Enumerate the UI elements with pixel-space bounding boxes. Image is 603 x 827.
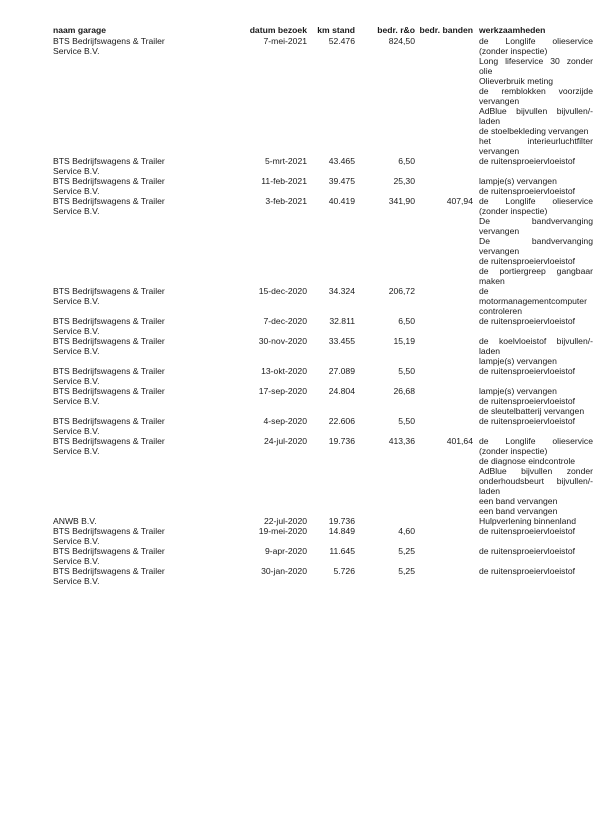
werk-line: een band vervangen	[479, 506, 558, 516]
cell-werkzaamheden	[473, 436, 593, 516]
cell-km: 34.324	[328, 286, 355, 296]
werk-line: Olieverbruik meting	[479, 76, 554, 86]
cell-datum: 11-feb-2021	[261, 176, 307, 186]
cell-ro: 824,50	[388, 36, 415, 46]
werk-line: De bandvervanging vervangen	[479, 236, 593, 256]
werk-line: de stoelbekleding vervangen	[479, 126, 589, 136]
cell-ro: 25,30	[393, 176, 415, 186]
cell-banden	[415, 366, 473, 386]
cell-datum: 15-dec-2020	[258, 286, 307, 296]
cell-km: 27.089	[328, 366, 355, 376]
cell-garage: BTS Bedrijfswagens & Trailer Service B.V.	[53, 546, 165, 566]
cell-ro: 413,36	[388, 436, 415, 446]
cell-werkzaamheden	[473, 566, 593, 586]
cell-werkzaamheden	[473, 366, 593, 386]
werk-line: Long lifeservice 30 zonder olie	[479, 56, 593, 76]
werk-line: de ruitensproeiervloeistof	[479, 526, 576, 536]
werk-line: De bandvervanging vervangen	[479, 216, 593, 236]
table-row	[53, 316, 593, 336]
cell-km: 40.419	[328, 196, 355, 206]
werk-line: de Longlife olieservice (zonder inspectie)	[479, 36, 593, 56]
table-header-row	[53, 25, 593, 36]
cell-ro: 15,19	[393, 336, 415, 346]
cell-ro: 6,50	[398, 156, 415, 166]
werk-line: de diagnose eindcontrole	[479, 456, 576, 466]
cell-banden	[415, 546, 473, 566]
werk-line: lampje(s) vervangen	[479, 386, 557, 396]
cell-garage: BTS Bedrijfswagens & Trailer Service B.V.	[53, 176, 165, 196]
cell-banden	[415, 516, 473, 526]
cell-werkzaamheden	[473, 286, 593, 316]
cell-datum: 9-apr-2020	[264, 546, 307, 556]
cell-datum: 4-sep-2020	[263, 416, 307, 426]
table-row	[53, 36, 593, 156]
cell-banden: 407,94	[446, 196, 473, 206]
table-row	[53, 156, 593, 176]
cell-ro: 5,50	[398, 416, 415, 426]
werk-line: de ruitensproeiervloeistof	[479, 416, 576, 426]
table-row	[53, 436, 593, 516]
cell-werkzaamheden	[473, 316, 593, 336]
cell-ro: 5,50	[398, 366, 415, 376]
cell-ro: 26,68	[393, 386, 415, 396]
header-ro: bedr. r&o	[377, 25, 415, 35]
cell-garage: BTS Bedrijfswagens & Trailer Service B.V.	[53, 526, 165, 546]
werk-line: de sleutelbatterij vervangen	[479, 406, 585, 416]
cell-ro: 5,25	[398, 566, 415, 576]
cell-km: 5.726	[333, 566, 355, 576]
table-row	[53, 366, 593, 386]
werk-line: lampje(s) vervangen	[479, 176, 557, 186]
service-history-page	[53, 25, 593, 586]
cell-werkzaamheden	[473, 156, 593, 176]
werk-line: de koelvloeistof bijvullen/-laden	[479, 336, 593, 356]
table-row	[53, 336, 593, 366]
werk-line: een band vervangen	[479, 496, 558, 506]
cell-werkzaamheden	[473, 526, 593, 546]
cell-werkzaamheden	[473, 36, 593, 156]
cell-ro	[355, 516, 415, 526]
header-garage: naam garage	[53, 25, 107, 35]
cell-km: 43.465	[328, 156, 355, 166]
werk-line: het interieurluchtfilter vervangen	[479, 136, 593, 156]
table-body	[53, 36, 593, 586]
cell-banden	[415, 416, 473, 436]
werk-line: de ruitensproeiervloeistof	[479, 546, 576, 556]
cell-banden	[415, 566, 473, 586]
cell-banden	[415, 336, 473, 366]
cell-km: 24.804	[328, 386, 355, 396]
cell-werkzaamheden	[473, 386, 593, 416]
werk-line: de ruitensproeiervloeistof	[479, 256, 576, 266]
table-row	[53, 566, 593, 586]
werk-line: AdBlue bijvullen zonder onderhoudsbeurt bijvullen/-laden	[479, 466, 593, 496]
cell-banden	[415, 286, 473, 316]
cell-garage: BTS Bedrijfswagens & Trailer Service B.V.	[53, 566, 165, 586]
cell-km: 52.476	[328, 36, 355, 46]
table-row	[53, 286, 593, 316]
cell-garage: ANWB B.V.	[53, 516, 97, 526]
cell-ro: 4,60	[398, 526, 415, 536]
cell-datum: 5-mrt-2021	[264, 156, 307, 166]
werk-line: lampje(s) vervangen	[479, 356, 557, 366]
header-km: km stand	[317, 25, 355, 35]
cell-km: 32.811	[329, 316, 355, 326]
header-banden: bedr. banden	[419, 25, 473, 35]
table-row	[53, 196, 593, 286]
table-row	[53, 386, 593, 416]
werk-line: de ruitensproeiervloeistof	[479, 396, 576, 406]
cell-ro: 5,25	[398, 546, 415, 556]
cell-banden: 401,64	[446, 436, 473, 446]
header-werk: werkzaamheden	[479, 25, 546, 35]
cell-km: 39.475	[328, 176, 355, 186]
cell-garage: BTS Bedrijfswagens & Trailer Service B.V.	[53, 336, 165, 356]
werk-line: AdBlue bijvullen bijvullen/-laden	[479, 106, 593, 126]
werk-line: de ruitensproeiervloeistof	[479, 186, 576, 196]
cell-banden	[415, 36, 473, 156]
cell-datum: 30-jan-2020	[261, 566, 307, 576]
werk-line: de motormanagementcomputer controleren	[479, 286, 587, 316]
cell-km: 11.645	[329, 546, 355, 556]
cell-datum: 3-feb-2021	[265, 196, 307, 206]
table-row	[53, 546, 593, 566]
cell-banden	[415, 156, 473, 176]
cell-ro: 6,50	[398, 316, 415, 326]
cell-werkzaamheden	[473, 176, 593, 196]
cell-werkzaamheden	[473, 546, 593, 566]
cell-garage: BTS Bedrijfswagens & Trailer Service B.V.	[53, 286, 165, 306]
werk-line: de ruitensproeiervloeistof	[479, 316, 576, 326]
werk-line: de ruitensproeiervloeistof	[479, 156, 576, 166]
cell-ro: 206,72	[388, 286, 415, 296]
werk-line: de ruitensproeiervloeistof	[479, 366, 576, 376]
werk-line: Hulpverlening binnenland	[479, 516, 576, 526]
cell-garage: BTS Bedrijfswagens & Trailer Service B.V.	[53, 366, 165, 386]
cell-banden	[415, 386, 473, 416]
cell-datum: 7-dec-2020	[263, 316, 307, 326]
cell-banden	[415, 176, 473, 196]
cell-datum: 13-okt-2020	[261, 366, 307, 376]
header-datum: datum bezoek	[249, 25, 307, 35]
service-history-table	[53, 25, 593, 586]
cell-garage: BTS Bedrijfswagens & Trailer Service B.V.	[53, 196, 165, 216]
cell-km: 19.736	[328, 516, 355, 526]
cell-werkzaamheden	[473, 336, 593, 366]
cell-km: 22.606	[328, 416, 355, 426]
cell-garage: BTS Bedrijfswagens & Trailer Service B.V.	[53, 316, 165, 336]
cell-datum: 22-jul-2020	[264, 516, 307, 526]
werk-line: de remblokken voorzijde vervangen	[479, 86, 593, 106]
cell-werkzaamheden	[473, 196, 593, 286]
cell-datum: 30-nov-2020	[258, 336, 307, 346]
werk-line: de Longlife olieservice (zonder inspectie)	[479, 196, 593, 216]
cell-garage: BTS Bedrijfswagens & Trailer Service B.V.	[53, 156, 165, 176]
werk-line: de portiergreep gangbaar maken	[479, 266, 593, 286]
cell-km: 14.849	[328, 526, 355, 536]
cell-banden	[415, 526, 473, 546]
cell-datum: 19-mei-2020	[258, 526, 307, 536]
cell-werkzaamheden	[473, 516, 593, 526]
cell-garage: BTS Bedrijfswagens & Trailer Service B.V.	[53, 416, 165, 436]
cell-datum: 24-jul-2020	[264, 436, 307, 446]
cell-garage: BTS Bedrijfswagens & Trailer Service B.V.	[53, 386, 165, 406]
cell-km: 33.455	[328, 336, 355, 346]
cell-km: 19.736	[328, 436, 355, 446]
cell-banden	[415, 316, 473, 336]
cell-ro: 341,90	[388, 196, 415, 206]
werk-line: de ruitensproeiervloeistof	[479, 566, 576, 576]
cell-garage: BTS Bedrijfswagens & Trailer Service B.V.	[53, 36, 165, 56]
table-row	[53, 176, 593, 196]
cell-datum: 7-mei-2021	[263, 36, 307, 46]
werk-line: de Longlife olieservice (zonder inspectie)	[479, 436, 593, 456]
cell-garage: BTS Bedrijfswagens & Trailer Service B.V.	[53, 436, 165, 456]
table-row	[53, 516, 593, 526]
cell-datum: 17-sep-2020	[258, 386, 307, 396]
table-row	[53, 526, 593, 546]
table-row	[53, 416, 593, 436]
cell-werkzaamheden	[473, 416, 593, 436]
